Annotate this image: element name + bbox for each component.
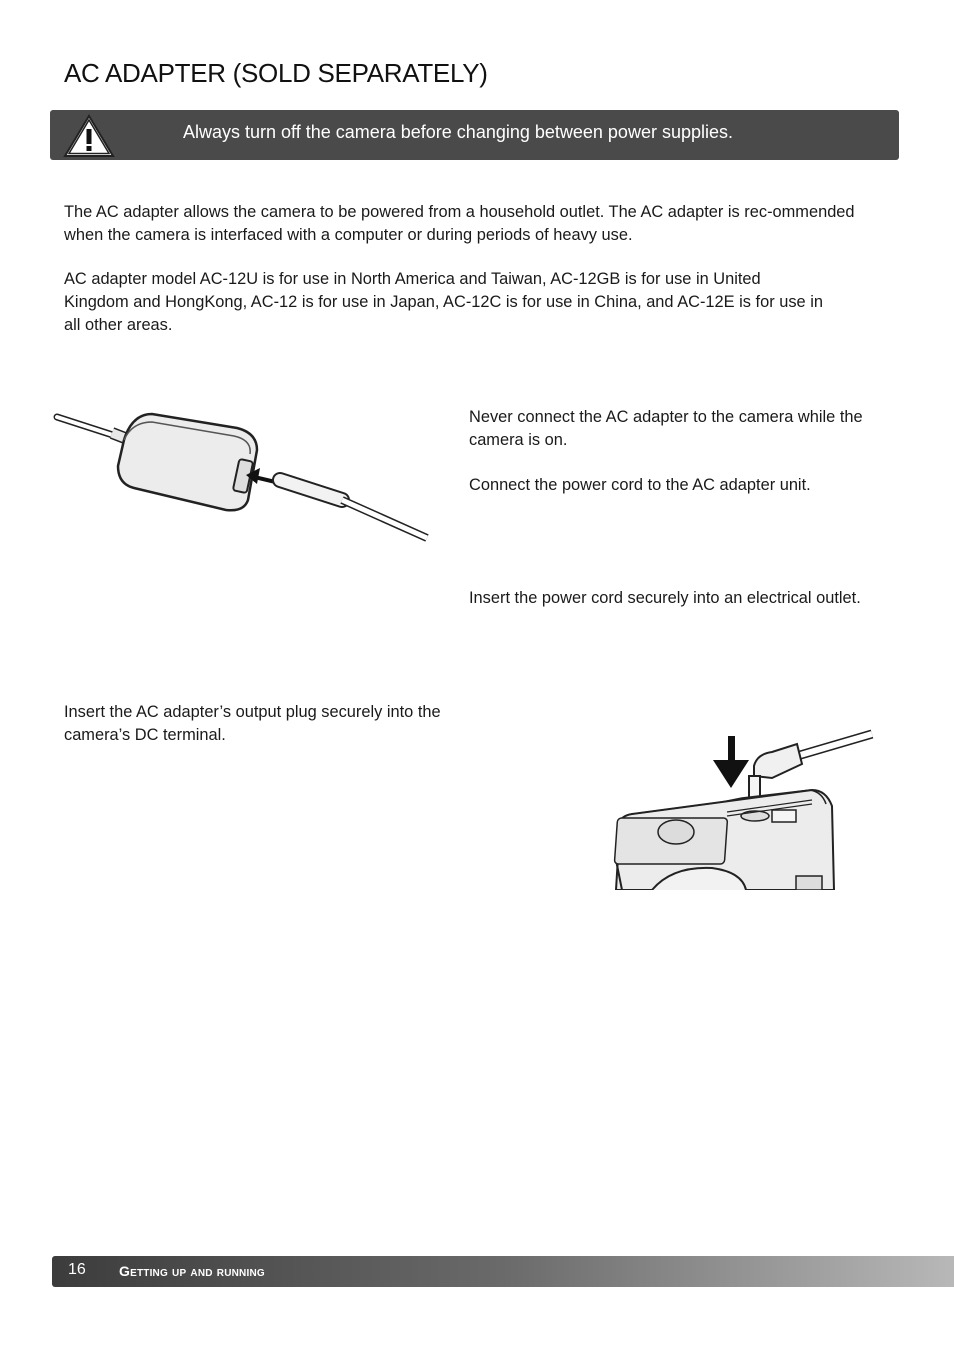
page-number: 16 <box>68 1261 86 1278</box>
warning-triangle-icon <box>62 113 116 159</box>
warning-banner <box>50 110 899 160</box>
models-paragraph: AC adapter model AC-12U is for use in North America and Taiwan, AC-12GB is for use in United Kingdom and HongKong, AC-12 is for use in Japan, AC-12C is for use in China, and AC-12E is for use in all other areas. <box>64 270 823 334</box>
step-insert-plug: Insert the AC adapter’s output plug securely into the camera’s DC terminal. <box>64 703 441 744</box>
step-connect-cord: Connect the power cord to the AC adapter unit. <box>469 476 811 494</box>
section-name: Getting up and running <box>119 1263 265 1279</box>
warning-text: Always turn off the camera before changing between power supplies. <box>183 122 733 142</box>
step-never-connect: Never connect the AC adapter to the camera while the camera is on. <box>469 408 863 449</box>
step-insert-outlet: Insert the power cord securely into an electrical outlet. <box>469 589 861 607</box>
ac-adapter-illustration <box>52 400 432 550</box>
camera-dc-terminal-illustration <box>612 726 874 890</box>
page-title: AC ADAPTER (SOLD SEPARATELY) <box>64 58 488 88</box>
page-footer <box>52 1256 954 1287</box>
intro-paragraph: The AC adapter allows the camera to be powered from a household outlet. The AC adapter is rec-ommended when the camera is interfaced with a computer or during periods of heavy use. <box>64 203 855 244</box>
